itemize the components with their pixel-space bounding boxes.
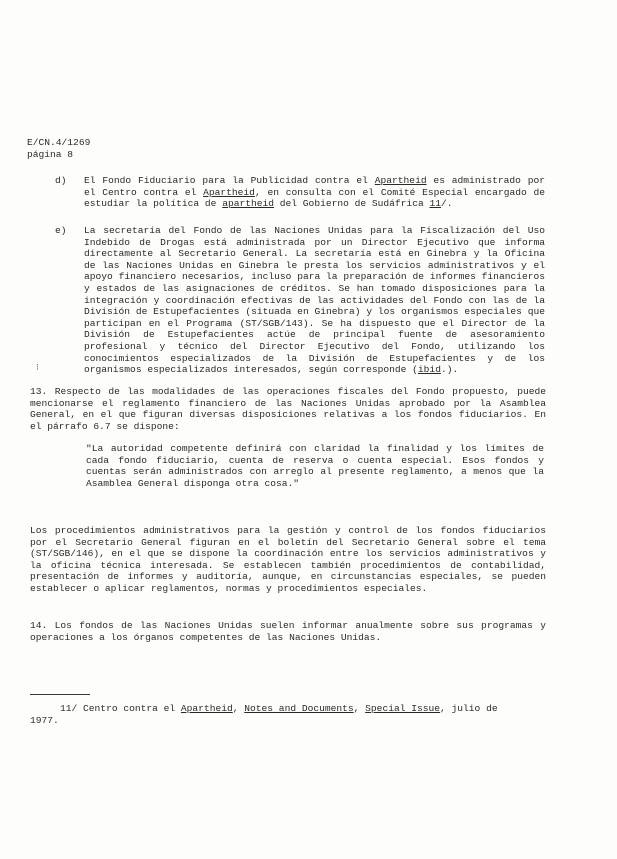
margin-mark: ⁝: [36, 363, 39, 373]
document-header: [27, 137, 90, 161]
footnote-number: 11/: [60, 703, 78, 714]
list-item-e: [55, 225, 545, 376]
paragraph-13-quote: "La autoridad competente definirá con claridad la finalidad y los límites de cada fondo fiduciario, cuenta de reserva o cuenta especial. Esos fondos y cuentas serán administrados con arreglo al presente reglamento, a menos que la Asamblea General disponga otra cosa.": [86, 443, 544, 489]
document-symbol: E/CN.4/1269: [27, 137, 91, 148]
paragraph-14: 14. Los fondos de las Naciones Unidas suelen informar anualmente sobre sus programas y operaciones a los órganos competentes de las Naciones Unidas.: [30, 620, 546, 643]
item-marker: e): [55, 225, 67, 236]
item-body: El Fondo Fiduciario para la Publicidad contra el Apartheid es administrado por el Centro contra el Apartheid, en consulta con el Comité Especial encargado de estudiar la política de apartheid del Gobierno de Sudáfrica 11/.: [84, 175, 545, 210]
item-marker: d): [55, 175, 67, 186]
page-number: página 8: [27, 149, 74, 160]
paragraph-13-continuation: Los procedimientos administrativos para la gestión y control de los fondos fiduciarios por el Secretario General figuran en el boletín del Secretario General sobre el tema (ST/SGB/146), en el que se dispone la coordinación entre los servicios administrativos y la oficina técnica interesada. Se establecen también procedimientos de contabilidad, presentación de informes y auditoría, aunque, en circunstancias especiales, se pueden establecer o aplicar reglamentos, normas y procedimientos especiales.: [30, 525, 546, 594]
footnote-reference: 11: [429, 198, 441, 210]
footnote: 11/ Centro contra el Apartheid, Notes and Documents, Special Issue, julio de 1977.: [30, 703, 498, 726]
item-body: La secretaría del Fondo de las Naciones Unidas para la Fiscalización del Uso Indebido de Drogas está administrada por un Director Ejecutivo que informa directamente al Secretario General. La secretaría está en Ginebra y la Oficina de las Naciones Unidas en Ginebra le presta los servicios administrativos y el apoyo financiero necesarios, incluso para la preparación de informes financieros y estados de las asignaciones de créditos. Se han tomado disposiciones para la integración y coordinación efectivas de las actividades del Fondo con las de la División de Estupefacientes (situada en Ginebra) y los organismos especiales que participan en el Programa (ST/SGB/143). Se ha dispuesto que el Director de la División de Estupefacientes actúe de principal fuente de asesoramiento profesional y técnico del Director Ejecutivo del Fondo, utilizando los conocimientos especializados de la División de Estupefacientes y de los organismos especializados interesados, según corresponde (ibid.).: [84, 225, 545, 376]
list-item-d: [55, 175, 545, 210]
footnote-separator: [30, 694, 90, 695]
paragraph-13: 13. Respecto de las modalidades de las operaciones fiscales del Fondo propuesto, puede mencionarse el reglamento financiero de las Naciones Unidas aprobado por la Asamblea General, en el que figuran diversas disposiciones relativas a los fondos fiduciarios. En el párrafo 6.7 se dispone:: [30, 386, 546, 432]
